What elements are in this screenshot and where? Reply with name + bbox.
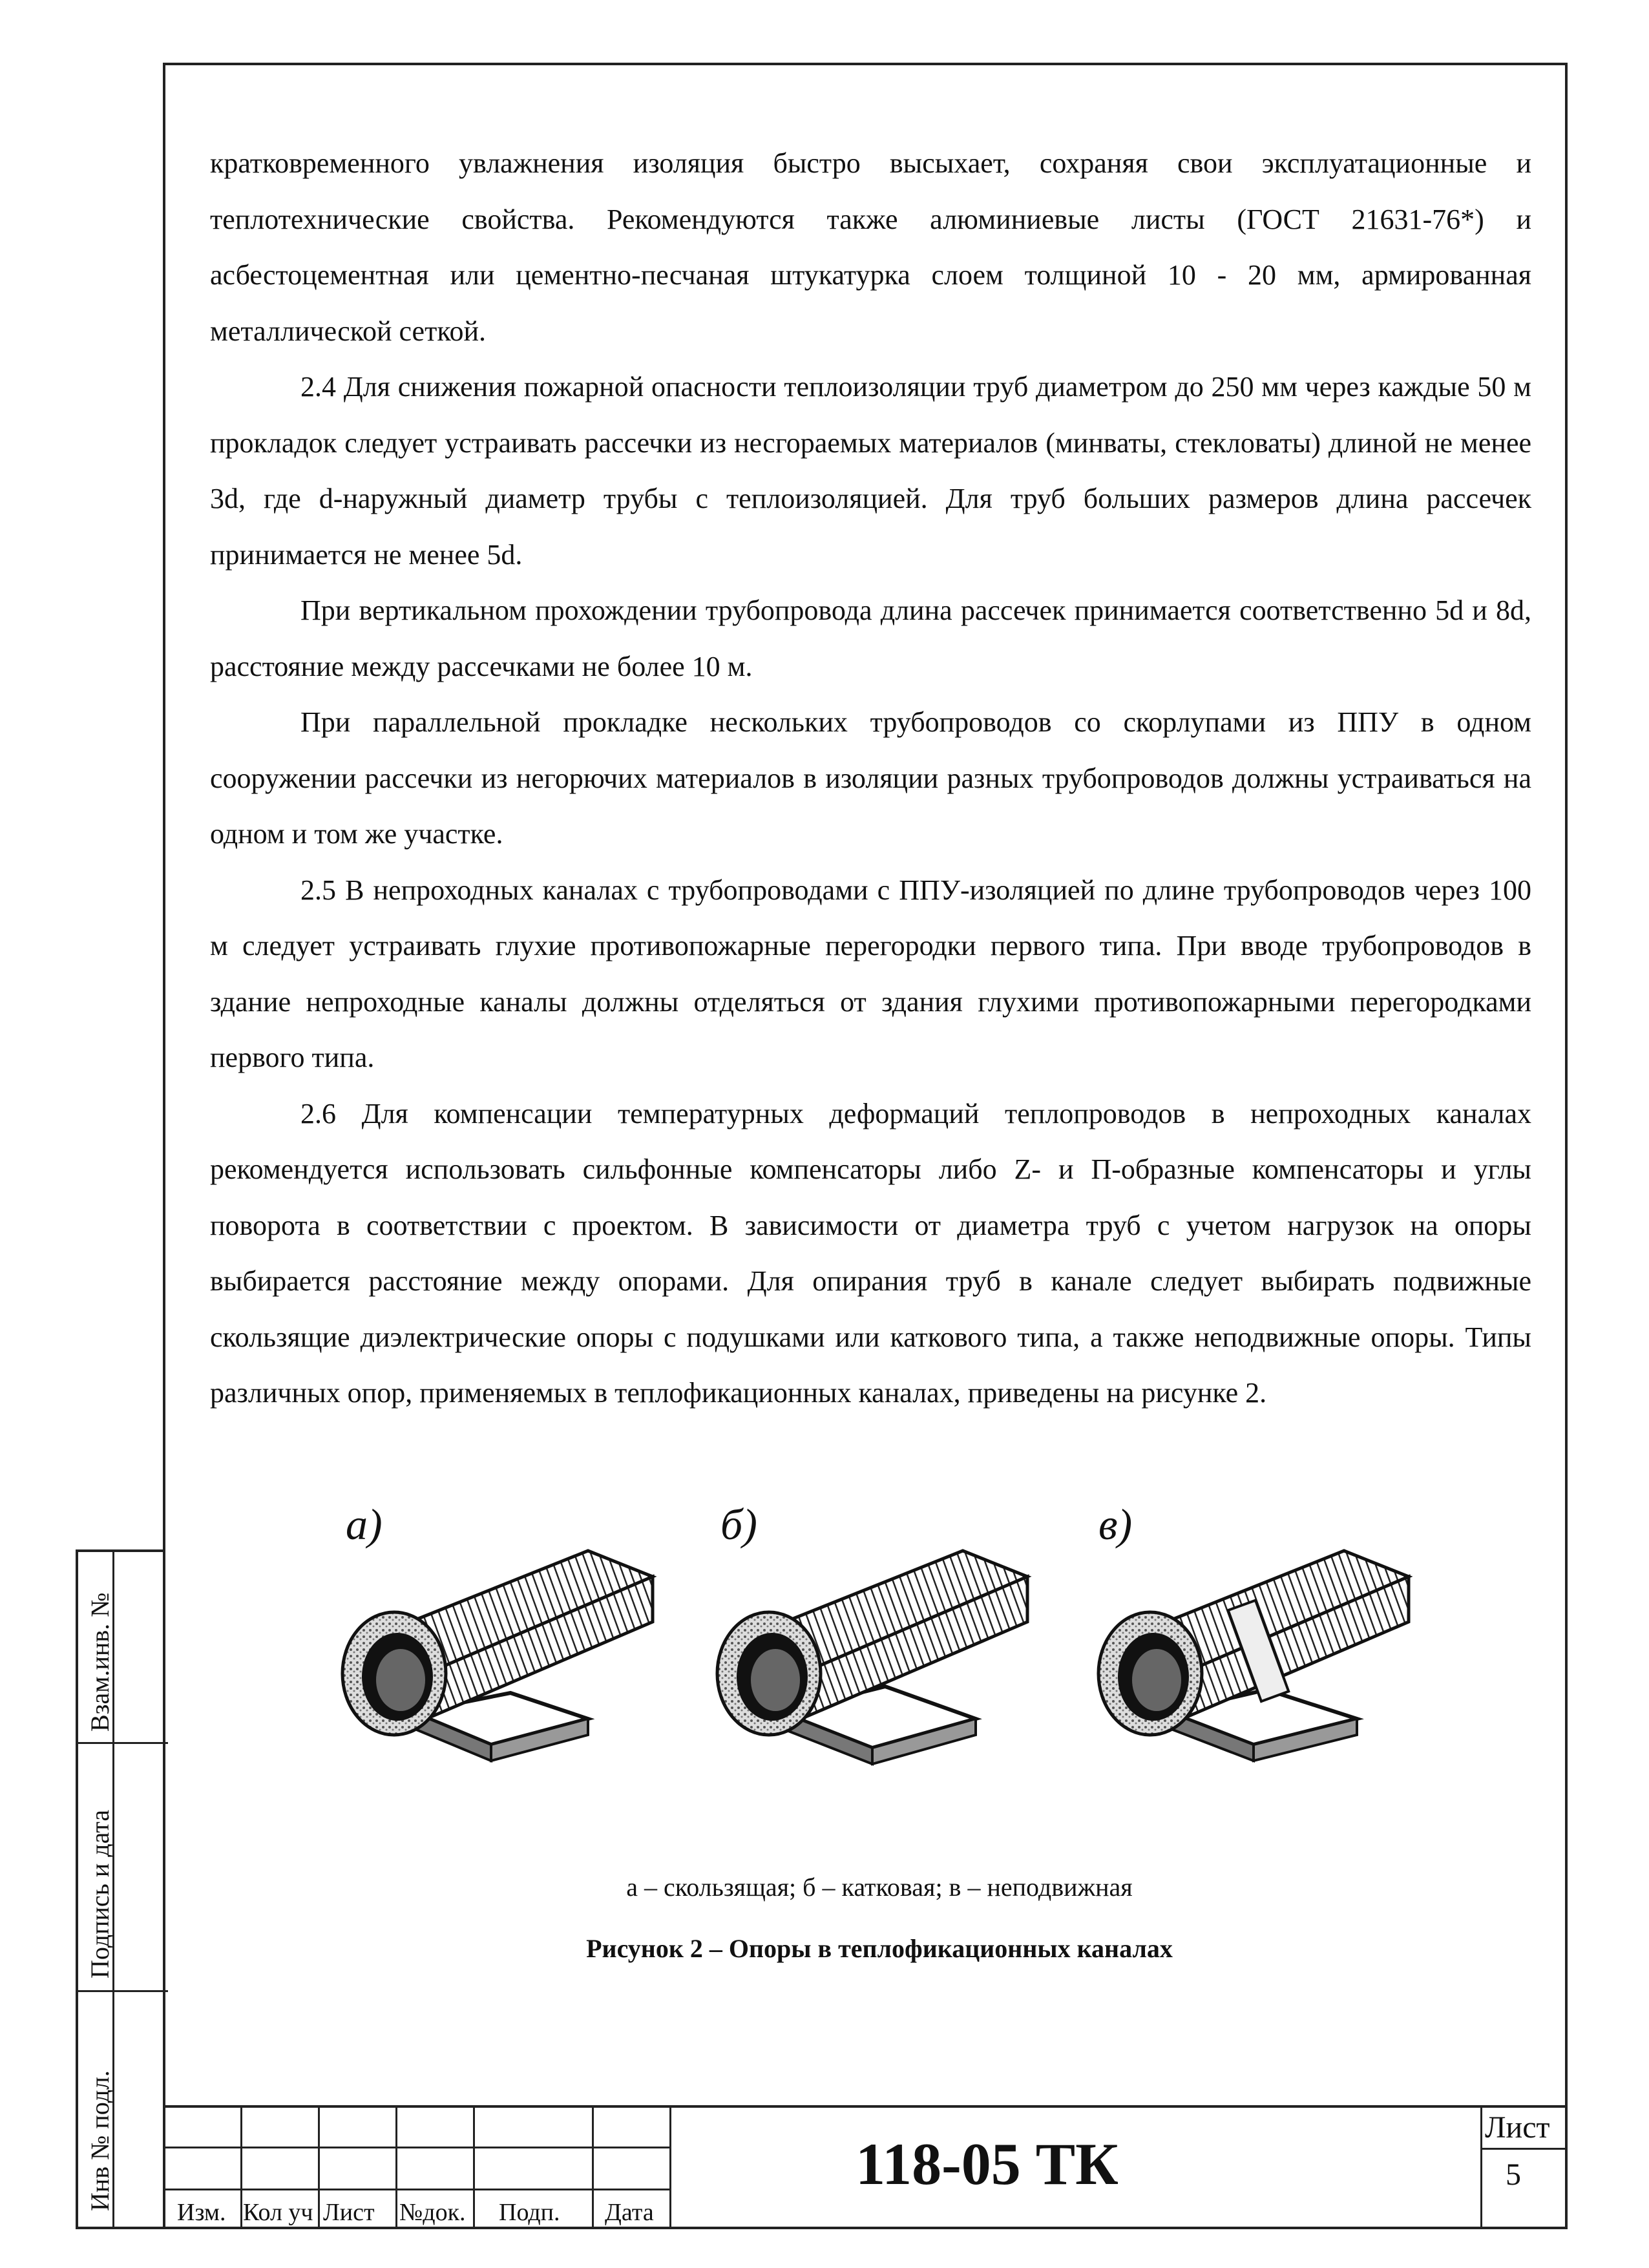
support-sliding-drawing [342, 1551, 653, 1761]
sheet-label: Лист [1485, 2110, 1550, 2145]
figure-label-c: в) [1098, 1500, 1133, 1549]
figure-supports [304, 1500, 1415, 1777]
paragraph: При параллельной прокладке нескольких трубопроводов со скорлупами из ППУ в одном сооружении рассечки из негорючих материалов в изоляции разных трубопроводов должны устраиваться на одном и том же участке. [210, 706, 1531, 850]
supports-drawings [304, 1506, 1415, 1777]
paragraph: При вертикальном прохождении трубопровода длина рассечек принимается соответственно 5d и 8d, расстояние между рассечками не более 10 м. [210, 594, 1531, 682]
paragraph: 2.6 Для компенсации температурных деформаций теплопроводов в непроходных каналах рекомендуется использовать сильфонные компенсаторы либо Z- и П-образные компенсаторы и углы поворота в соответствии с проектом. В зависимости от диаметра труб с учетом нагрузок на опоры выбирается расстояние между опорами. Для опирания труб в канале следует выбирать подвижные скользящие диэлектрические опоры с подушками или каткового типа, а также неподвижные опоры. Типы различных опор, применяемых в теплофикационных каналах, приведены на рисунке 2. [210, 1097, 1531, 1409]
col-izm: Изм. [177, 2199, 226, 2226]
side-label-sign: Подпись и дата [85, 1809, 114, 1979]
col-ndok: №док. [399, 2199, 466, 2226]
side-label-inv: Инв № подл. [85, 2070, 114, 2211]
col-podp: Подп. [499, 2199, 560, 2226]
col-kol-uch: Кол уч [243, 2199, 313, 2226]
sheet-number: 5 [1506, 2158, 1521, 2192]
side-label-zam: Взам.инв. № [85, 1592, 114, 1732]
support-roller-drawing [717, 1551, 1027, 1764]
paragraph: 2.4 Для снижения пожарной опасности теплоизоляции труб диаметром до 250 мм через каждые 50 м прокладок следует устраивать рассечки из несгораемых материалов (минваты, стекловаты) длиной не менее 3d, где d-наружный диаметр трубы с теплоизоляцией. Для труб больших размеров длина рассечек принимается не менее 5d. [210, 371, 1531, 571]
paragraph: кратковременного увлажнения изоляция быстро высыхает, сохраняя свои эксплуатационные и теплотехнические свойства. Рекомендуются также алюминиевые листы (ГОСТ 21631-76*) и асбестоцементная или цементно-песчаная штукатурка слоем толщиной 10 - 20 мм, армированная металлической сеткой. [210, 147, 1531, 347]
col-list: Лист [323, 2199, 375, 2226]
paragraph: 2.5 В непроходных каналах с трубопроводами с ППУ-изоляцией по длине трубопроводов через 100 м следует устраивать глухие противопожарные перегородки первого типа. При вводе трубопроводов в здание непроходные каналы должны отделяться от здания глухими противопожарными перегородками первого типа. [210, 874, 1531, 1073]
figure-caption: Рисунок 2 – Опоры в теплофикационных каналах [586, 1934, 1173, 1963]
figure-label-b: б) [720, 1500, 757, 1549]
body-text [210, 136, 1531, 1422]
figure-legend: а – скользящая; б – катковая; в – неподвижная [626, 1873, 1133, 1902]
document-code: 118-05 ТК [856, 2131, 1119, 2197]
figure-label-a: а) [346, 1500, 383, 1549]
col-data: Дата [605, 2199, 654, 2226]
support-fixed-drawing [1098, 1551, 1409, 1761]
